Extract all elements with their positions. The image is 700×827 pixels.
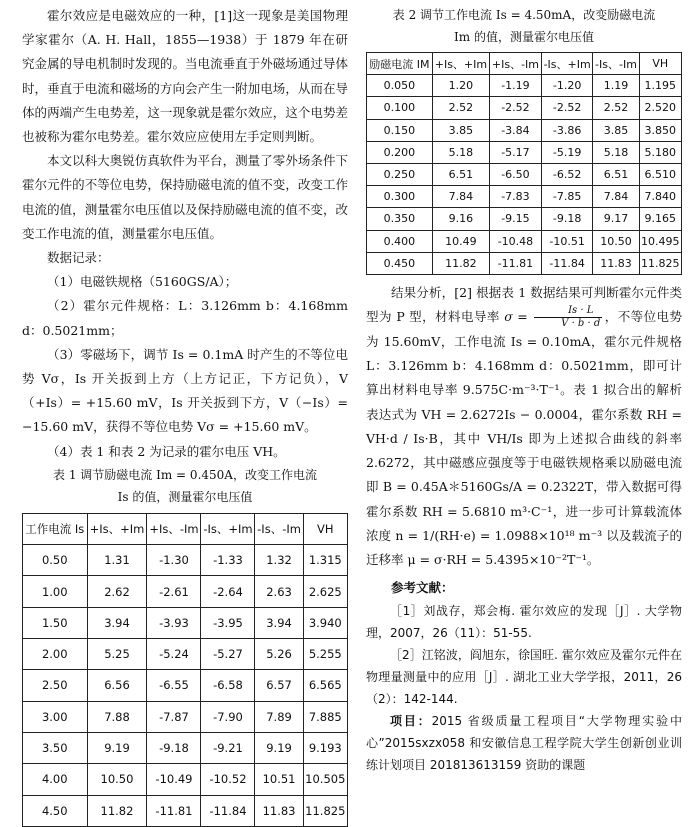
data-item-1: （1）电磁铁规格（5160GS/A）； bbox=[47, 274, 238, 290]
table-cell: 6.57 bbox=[255, 670, 303, 701]
table-cell: 7.840 bbox=[639, 186, 681, 208]
table-row bbox=[367, 186, 682, 208]
result-text-2: ，不等位电势为 15.60mV，工作电流 Is = 0.10mA，霍尔元件规格 L：3.126mm b：4.168mm d：0.5021mm，即可计算出材料电导率 9.575C·m⁻³·T⁻¹。表 1 拟合出的解析表达式为 VH = 2.6272Is − 0.0004，霍尔系数 RH = VH·d / Is·B，其中 VH/Is 即为上述拟合曲线的斜率 2.6272，其中磁感应强度等于电磁铁规格乘以励磁电流即 B = 0.45A＊5160Gs/A = 0.2322T，带入数据可得霍尔系数 RH = 5.6810 m³·C⁻¹，进一步可计算载流体浓度 n = 1/(RH·e) = 1.0988×10¹⁸ m⁻³ 以及载流子的迁移率 μ = σ·RH = 5.4395×10⁻²T⁻¹。 bbox=[366, 309, 683, 567]
table-cell: -10.49 bbox=[147, 764, 201, 795]
project-label: 项目： bbox=[390, 714, 432, 729]
table-cell: 9.193 bbox=[303, 732, 347, 763]
table-cell: 9.16 bbox=[432, 208, 489, 230]
table-cell: 9.17 bbox=[593, 208, 639, 230]
table-cell: -9.21 bbox=[201, 732, 255, 763]
reference-2: ［2］江铭波，阎旭东，徐国旺. 霍尔效应及霍尔元件在物理量测量中的应用［J］. 湖北工业大学学报，2011，26（2）：142-144. bbox=[366, 648, 682, 707]
table2-caption: 表 2 调节工作电流 Is = 4.50mA，改变励磁电流 bbox=[392, 8, 656, 22]
table-cell: 1.19 bbox=[593, 75, 639, 97]
column-header: -Is、+Im bbox=[541, 53, 593, 75]
column-header: 励磁电流 IM bbox=[367, 53, 433, 75]
table-cell: 10.51 bbox=[255, 764, 303, 795]
table-cell: -5.19 bbox=[541, 141, 593, 163]
table-cell: 4.50 bbox=[23, 795, 88, 826]
method-paragraph: 本文以科大奥锐仿真软件为平台，测量了零外场条件下霍尔元件的不等位电势，保持励磁电流的值不变，改变工作电流的值，测量霍尔电压值以及保持励磁电流的值不变，改变工作电流的值，测量霍尔电压值。 bbox=[22, 153, 348, 241]
column-header: +Is、+Im bbox=[432, 53, 489, 75]
table-cell: 9.165 bbox=[639, 208, 681, 230]
table-row bbox=[23, 795, 348, 826]
table-1 bbox=[22, 513, 348, 827]
result-analysis bbox=[366, 281, 682, 572]
table-cell: 5.25 bbox=[87, 639, 147, 670]
table-cell: 9.19 bbox=[255, 732, 303, 763]
table-cell: -7.90 bbox=[201, 701, 255, 732]
table-row bbox=[367, 230, 682, 252]
table-cell: 3.850 bbox=[639, 119, 681, 141]
table-cell: -1.30 bbox=[147, 545, 201, 576]
table-cell: 0.250 bbox=[367, 163, 433, 185]
table-cell: 10.50 bbox=[593, 230, 639, 252]
table-cell: 11.825 bbox=[303, 795, 347, 826]
table-cell: -6.58 bbox=[201, 670, 255, 701]
table-cell: -3.95 bbox=[201, 607, 255, 638]
table-cell: -7.85 bbox=[541, 186, 593, 208]
table-cell: 5.180 bbox=[639, 141, 681, 163]
table-cell: 11.83 bbox=[593, 252, 639, 274]
table-cell: -3.93 bbox=[147, 607, 201, 638]
table-cell: 1.00 bbox=[23, 576, 88, 607]
table-cell: 0.400 bbox=[367, 230, 433, 252]
conductivity-formula: σ = $\frac{Is \cdot L}{V \cdot b \cdot d}$ bbox=[504, 305, 601, 330]
table-cell: 0.350 bbox=[367, 208, 433, 230]
table1-caption: 表 1 调节励磁电流 Im = 0.450A，改变工作电流 bbox=[53, 467, 317, 482]
table-row bbox=[367, 208, 682, 230]
data-item-3: （3）零磁场下，调节 Is = 0.1mA 时产生的不等位电势 Vσ，Is 开关扳到上方（上方记正，下方记负），V（+Is）= +15.60 mV，Is 开关扳到下方，V（−Is）= −15.60 mV，获得不等位电势 Vσ = +15.60 mV。 bbox=[22, 346, 348, 435]
table-cell: -5.24 bbox=[147, 639, 201, 670]
table-cell: 11.83 bbox=[255, 795, 303, 826]
column-header: +Is、-Im bbox=[490, 53, 542, 75]
references-heading: 参考文献： bbox=[391, 580, 454, 596]
table-cell: 3.50 bbox=[23, 732, 88, 763]
table-row bbox=[23, 764, 348, 795]
table-cell: -11.81 bbox=[490, 252, 542, 274]
table-row bbox=[23, 732, 348, 763]
table-cell: 7.89 bbox=[255, 701, 303, 732]
table-cell: 3.85 bbox=[432, 119, 489, 141]
table-cell: -7.87 bbox=[147, 701, 201, 732]
table-cell: 5.18 bbox=[593, 141, 639, 163]
table-cell: 3.00 bbox=[23, 701, 88, 732]
table-cell: 1.50 bbox=[23, 607, 88, 638]
column-header: +Is、-Im bbox=[147, 513, 201, 544]
table-cell: -10.48 bbox=[490, 230, 542, 252]
table-cell: 2.62 bbox=[87, 576, 147, 607]
table-cell: -11.81 bbox=[147, 795, 201, 826]
table-cell: 3.940 bbox=[303, 607, 347, 638]
table-cell: -2.64 bbox=[201, 576, 255, 607]
table-cell: 1.20 bbox=[432, 75, 489, 97]
table-cell: -1.19 bbox=[490, 75, 542, 97]
table-cell: -2.52 bbox=[490, 97, 542, 119]
table-cell: 1.31 bbox=[87, 545, 147, 576]
table-cell: 1.32 bbox=[255, 545, 303, 576]
table-cell: 0.100 bbox=[367, 97, 433, 119]
column-header: -Is、-Im bbox=[593, 53, 639, 75]
table-cell: -11.84 bbox=[541, 252, 593, 274]
table-cell: -6.52 bbox=[541, 163, 593, 185]
table-cell: 3.85 bbox=[593, 119, 639, 141]
table-cell: 6.51 bbox=[593, 163, 639, 185]
table-row bbox=[367, 252, 682, 274]
table-cell: 6.510 bbox=[639, 163, 681, 185]
column-header: 工作电流 Is bbox=[23, 513, 88, 544]
table-cell: 7.84 bbox=[432, 186, 489, 208]
table-cell: -6.55 bbox=[147, 670, 201, 701]
table-row bbox=[23, 576, 348, 607]
table-cell: -3.84 bbox=[490, 119, 542, 141]
table-cell: 11.82 bbox=[432, 252, 489, 274]
column-header: -Is、-Im bbox=[255, 513, 303, 544]
table-row bbox=[367, 97, 682, 119]
table-cell: 5.26 bbox=[255, 639, 303, 670]
left-column bbox=[22, 4, 348, 827]
data-heading: 数据记录： bbox=[47, 250, 110, 266]
table-cell: 0.450 bbox=[367, 252, 433, 274]
table-cell: 2.625 bbox=[303, 576, 347, 607]
table-cell: 9.19 bbox=[87, 732, 147, 763]
table-cell: 1.315 bbox=[303, 545, 347, 576]
table-cell: 0.050 bbox=[367, 75, 433, 97]
table-cell: -1.20 bbox=[541, 75, 593, 97]
table-cell: 10.49 bbox=[432, 230, 489, 252]
table-cell: 10.50 bbox=[87, 764, 147, 795]
table-2 bbox=[366, 52, 682, 275]
table-cell: 1.195 bbox=[639, 75, 681, 97]
table-cell: -9.18 bbox=[541, 208, 593, 230]
table-cell: -7.83 bbox=[490, 186, 542, 208]
table-cell: 2.520 bbox=[639, 97, 681, 119]
table-cell: 0.50 bbox=[23, 545, 88, 576]
column-header: -Is、+Im bbox=[201, 513, 255, 544]
table-cell: 11.825 bbox=[639, 252, 681, 274]
column-header: VH bbox=[303, 513, 347, 544]
table-header-row bbox=[23, 513, 348, 544]
table-cell: 10.495 bbox=[639, 230, 681, 252]
table-cell: 3.94 bbox=[255, 607, 303, 638]
table-cell: 5.18 bbox=[432, 141, 489, 163]
table-cell: -10.52 bbox=[201, 764, 255, 795]
table-cell: -2.52 bbox=[541, 97, 593, 119]
data-item-4: （4）表 1 和表 2 为记录的霍尔电压 VH。 bbox=[47, 443, 286, 459]
table-header-row bbox=[367, 53, 682, 75]
project-text: 2015 省级质量工程项目“大学物理实验中心”2015sxzx058 和安徽信息工程学院大学生创新创业训练计划项目 201813613159 资助的课题 bbox=[366, 714, 682, 773]
project-note bbox=[366, 710, 682, 776]
reference-1: ［1］刘战存，郑会梅. 霍尔效应的发现［J］. 大学物理，2007，26（11）：51-55. bbox=[366, 604, 682, 641]
table-cell: -11.84 bbox=[201, 795, 255, 826]
table-row bbox=[367, 119, 682, 141]
table-row bbox=[367, 141, 682, 163]
table-cell: 4.00 bbox=[23, 764, 88, 795]
table-cell: 10.505 bbox=[303, 764, 347, 795]
table-cell: 5.255 bbox=[303, 639, 347, 670]
intro-paragraph: 霍尔效应是电磁效应的一种，[1]这一现象是美国物理学家霍尔（A. H. Hall，1855—1938）于 1879 年在研究金属的导电机制时发现的。当电流垂直于外磁场通过导体时，垂直于电流和磁场的方向会产生一附加电场，从而在导体的两端产生电势差，这一现象就是霍尔效应，这个电势差也被称为霍尔电势差。霍尔效应应使用左手定则判断。 bbox=[22, 8, 348, 145]
table-cell: 0.150 bbox=[367, 119, 433, 141]
table-cell: 7.84 bbox=[593, 186, 639, 208]
table-cell: -10.51 bbox=[541, 230, 593, 252]
table-cell: 2.52 bbox=[432, 97, 489, 119]
table-row bbox=[23, 670, 348, 701]
table-cell: -3.86 bbox=[541, 119, 593, 141]
table-cell: -2.61 bbox=[147, 576, 201, 607]
column-header: VH bbox=[639, 53, 681, 75]
table-row bbox=[23, 607, 348, 638]
result-text-1: 结果分析，[2] 根据表 1 数据结果可判断霍尔元件类型为 P 型，材料电导率 bbox=[366, 284, 682, 325]
table-cell: 6.565 bbox=[303, 670, 347, 701]
right-column bbox=[366, 4, 682, 776]
table-row bbox=[367, 163, 682, 185]
table-cell: 6.51 bbox=[432, 163, 489, 185]
table-cell: -5.27 bbox=[201, 639, 255, 670]
table-cell: -9.15 bbox=[490, 208, 542, 230]
table-cell: 7.88 bbox=[87, 701, 147, 732]
table-cell: 11.82 bbox=[87, 795, 147, 826]
table-cell: 2.52 bbox=[593, 97, 639, 119]
table-row bbox=[367, 75, 682, 97]
table-row bbox=[23, 639, 348, 670]
table-cell: 0.300 bbox=[367, 186, 433, 208]
table1-caption-line2: Is 的值，测量霍尔电压值 bbox=[117, 489, 253, 504]
table-cell: 7.885 bbox=[303, 701, 347, 732]
table2-caption-line2: Im 的值，测量霍尔电压值 bbox=[454, 30, 594, 44]
table-row bbox=[23, 545, 348, 576]
table-cell: -1.33 bbox=[201, 545, 255, 576]
column-header: +Is、+Im bbox=[87, 513, 147, 544]
table-cell: 2.63 bbox=[255, 576, 303, 607]
table-row bbox=[23, 701, 348, 732]
table-cell: -9.18 bbox=[147, 732, 201, 763]
table-cell: 6.56 bbox=[87, 670, 147, 701]
table-cell: 2.50 bbox=[23, 670, 88, 701]
table-cell: -6.50 bbox=[490, 163, 542, 185]
table-cell: 0.200 bbox=[367, 141, 433, 163]
table-cell: -5.17 bbox=[490, 141, 542, 163]
table-cell: 3.94 bbox=[87, 607, 147, 638]
table-cell: 2.00 bbox=[23, 639, 88, 670]
data-item-2: （2）霍尔元件规格：L：3.126mm b：4.168mm d：0.5021mm； bbox=[22, 298, 348, 338]
